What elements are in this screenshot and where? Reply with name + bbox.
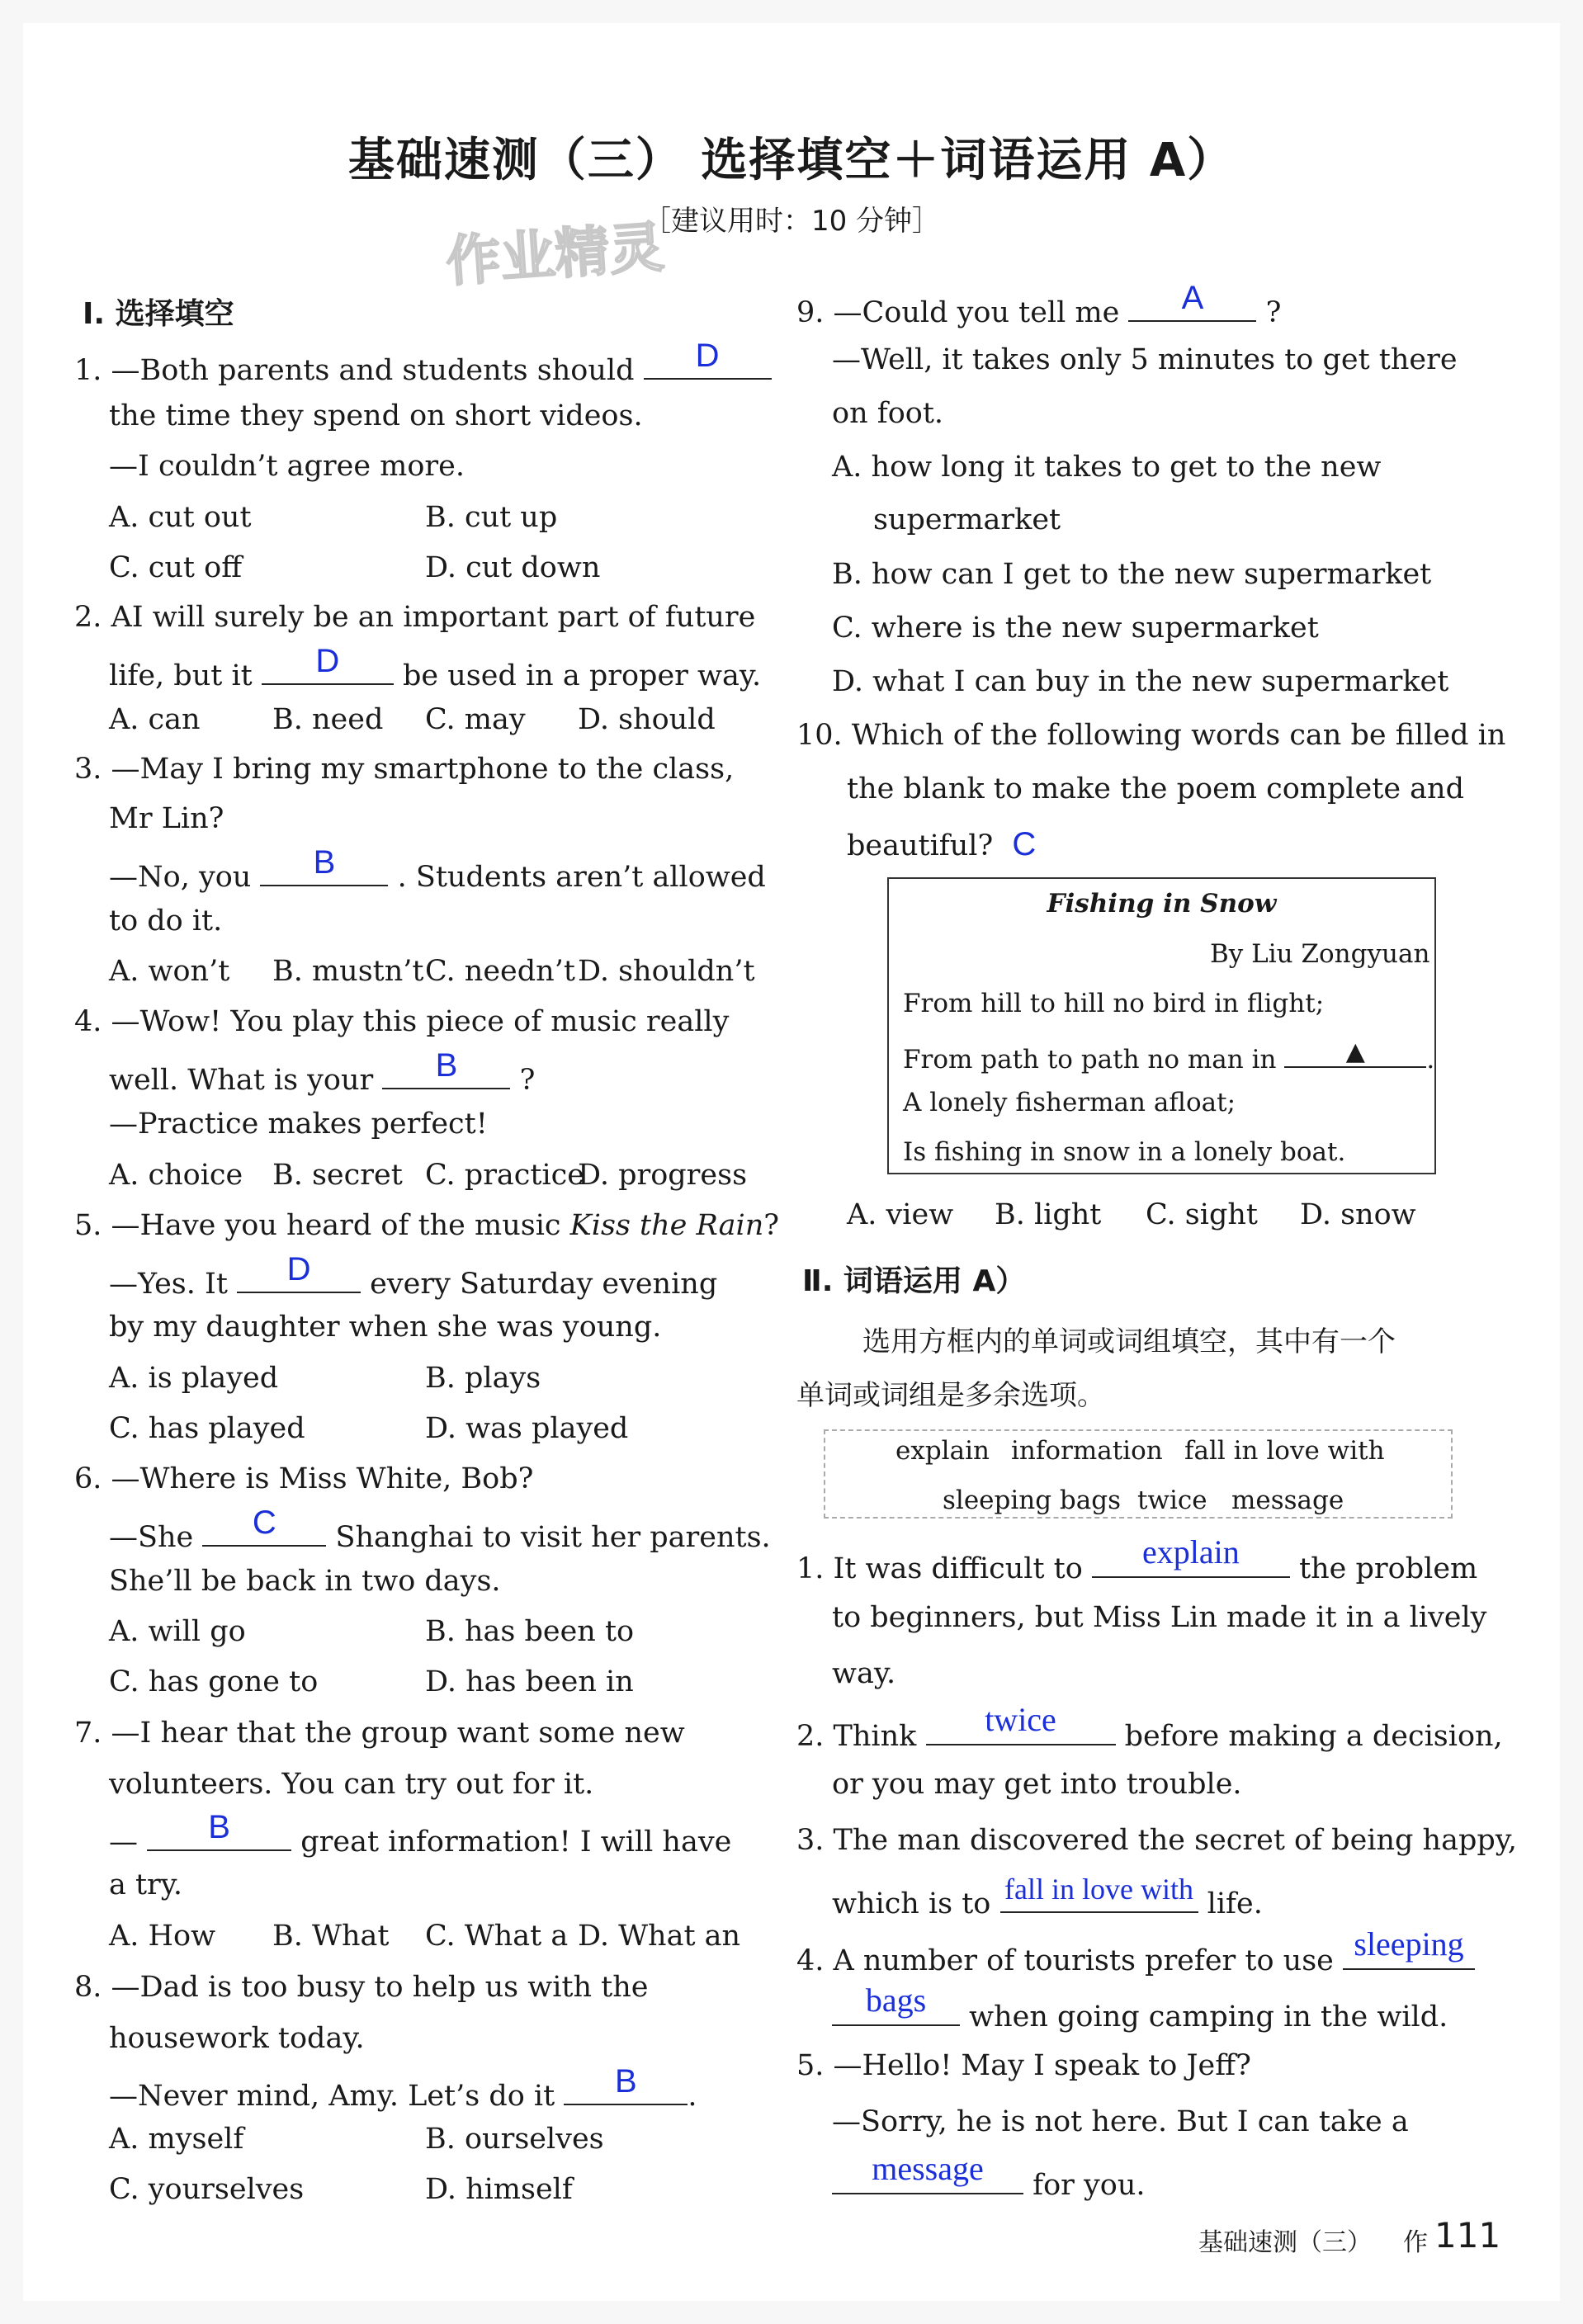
q1-option-b[interactable]: B. cut up bbox=[425, 501, 558, 534]
q7-option-b[interactable]: B. What bbox=[272, 1920, 390, 1953]
s2-q5-line3: message for you. bbox=[832, 2161, 1146, 2202]
section2-instruction-1: 选用方框内的单词或词组填空，其中有一个 bbox=[862, 1325, 1396, 1358]
q5-option-c[interactable]: C. has played bbox=[109, 1412, 305, 1445]
q9-option-a[interactable]: A. how long it takes to get to the new bbox=[832, 451, 1382, 484]
q9-option-d[interactable]: D. what I can buy in the new supermarket bbox=[832, 665, 1449, 698]
q4-option-a[interactable]: A. choice bbox=[109, 1159, 243, 1192]
poem-line3: A lonely fisherman afloat; bbox=[903, 1088, 1236, 1117]
q3-blank[interactable]: B bbox=[260, 853, 388, 886]
q8-blank[interactable]: B bbox=[564, 2072, 688, 2105]
q7-blank[interactable]: B bbox=[147, 1818, 291, 1851]
q4-option-b[interactable]: B. secret bbox=[272, 1159, 403, 1192]
poem-line1: From hill to hill no bird in flight; bbox=[903, 989, 1325, 1018]
q6-line1: 6. —Where is Miss White, Bob? bbox=[74, 1462, 534, 1495]
s2-q2-blank[interactable]: twice bbox=[926, 1712, 1116, 1745]
q3-option-b[interactable]: B. mustn’t bbox=[272, 955, 424, 988]
s2-q3-blank[interactable]: fall in love with bbox=[1000, 1880, 1198, 1913]
s2-q5-blank[interactable]: message bbox=[832, 2161, 1023, 2194]
q10-option-a[interactable]: A. view bbox=[847, 1198, 954, 1231]
q8-option-a[interactable]: A. myself bbox=[109, 2123, 244, 2156]
q3-option-d[interactable]: D. shouldn’t bbox=[578, 955, 755, 988]
poem-title: Fishing in Snow bbox=[1047, 889, 1277, 919]
q10-option-d[interactable]: D. snow bbox=[1300, 1198, 1416, 1231]
q5-line2: —Yes. It D every Saturday evening bbox=[109, 1251, 718, 1301]
q1-line2: the time they spend on short videos. bbox=[109, 399, 643, 432]
q7-option-a[interactable]: A. How bbox=[109, 1920, 216, 1953]
word-bank-item: fall in love with bbox=[1184, 1436, 1385, 1466]
q6-blank[interactable]: C bbox=[202, 1514, 326, 1547]
s2-q3-line1: 3. The man discovered the secret of being happy, bbox=[796, 1824, 1518, 1857]
q4-line2: well. What is your B ? bbox=[109, 1047, 536, 1097]
q6-option-c[interactable]: C. has gone to bbox=[109, 1665, 319, 1698]
q9-line2: —Well, it takes only 5 minutes to get there bbox=[832, 343, 1458, 376]
word-bank-item: explain bbox=[895, 1436, 990, 1466]
footer-zuo: 作 bbox=[1403, 2228, 1428, 2257]
q5-option-d[interactable]: D. was played bbox=[425, 1412, 629, 1445]
s2-q1-line1: 1. It was difficult to explain the problem bbox=[796, 1533, 1478, 1585]
q5-music-title: Kiss the Rain bbox=[569, 1209, 764, 1242]
q10-line1: 10. Which of the following words can be filled in bbox=[796, 719, 1506, 752]
word-bank-item: information bbox=[1011, 1436, 1163, 1466]
q3-line2: Mr Lin? bbox=[109, 802, 224, 835]
s2-q3-line2: which is to fall in love with life. bbox=[832, 1873, 1263, 1920]
q6-line2: —She C Shanghai to visit her parents. bbox=[109, 1504, 771, 1554]
q8-line2: housework today. bbox=[109, 2022, 365, 2055]
s2-q2-line2: or you may get into trouble. bbox=[832, 1768, 1242, 1801]
poem-line4: Is fishing in snow in a lonely boat. bbox=[903, 1137, 1346, 1167]
q2-line1: 2. AI will surely be an important part of future bbox=[74, 601, 756, 634]
q4-line3: —Practice makes perfect! bbox=[109, 1108, 488, 1141]
poem-author: By Liu Zongyuan bbox=[1210, 939, 1430, 969]
s2-q2-line1: 2. Think twice before making a decision, bbox=[796, 1701, 1503, 1753]
q9-line1: 9. —Could you tell me A ? bbox=[796, 280, 1282, 329]
s2-q1-line2: to beginners, but Miss Lin made it in a lively bbox=[832, 1601, 1487, 1634]
word-bank-item: message bbox=[1231, 1486, 1344, 1515]
s2-q4-line1: 4. A number of tourists prefer to use sleeping bbox=[796, 1937, 1475, 1977]
q5-option-a[interactable]: A. is played bbox=[109, 1362, 279, 1395]
q10-line3: beautiful? C bbox=[847, 826, 1037, 862]
q10-answer: C bbox=[1012, 826, 1037, 862]
q10-line2: the blank to make the poem complete and bbox=[847, 772, 1464, 805]
q3-option-a[interactable]: A. won’t bbox=[109, 955, 230, 988]
q6-line3: She’ll be back in two days. bbox=[109, 1565, 501, 1598]
q8-option-d[interactable]: D. himself bbox=[425, 2173, 573, 2206]
q1-line1: 1. —Both parents and students should D bbox=[74, 347, 772, 387]
q10-option-c[interactable]: C. sight bbox=[1146, 1198, 1258, 1231]
word-bank-item: twice bbox=[1137, 1486, 1207, 1515]
s2-q1-line3: way. bbox=[832, 1657, 896, 1690]
q1-option-c[interactable]: C. cut off bbox=[109, 551, 243, 584]
q6-option-a[interactable]: A. will go bbox=[109, 1615, 246, 1648]
q7-option-d[interactable]: D. What an bbox=[578, 1920, 741, 1953]
q4-option-c[interactable]: C. practice bbox=[425, 1159, 584, 1192]
q1-option-d[interactable]: D. cut down bbox=[425, 551, 601, 584]
suggested-time: ［建议用时：10 分钟］ bbox=[642, 205, 941, 238]
footer-label: 基础速测（三） bbox=[1198, 2228, 1372, 2257]
section2-title: Ⅱ. 词语运用 A） bbox=[802, 1264, 1026, 1298]
s2-q4-blank-1[interactable]: sleeping bbox=[1343, 1937, 1475, 1970]
q3-line4: to do it. bbox=[109, 905, 223, 938]
word-bank-item: sleeping bags bbox=[943, 1486, 1122, 1515]
s2-q5-line1: 5. —Hello! May I speak to Jeff? bbox=[796, 2049, 1251, 2082]
q8-line3: —Never mind, Amy. Let’s do it B . bbox=[109, 2063, 697, 2113]
q9-option-c[interactable]: C. where is the new supermarket bbox=[832, 612, 1319, 645]
poem-blank[interactable] bbox=[1284, 1038, 1426, 1068]
poem-line2: From path to path no man in ▲ . bbox=[903, 1037, 1435, 1075]
s2-q1-blank[interactable]: explain bbox=[1092, 1545, 1290, 1578]
q2-option-d[interactable]: D. should bbox=[578, 703, 716, 736]
q5-blank[interactable]: D bbox=[237, 1260, 361, 1293]
q6-option-b[interactable]: B. has been to bbox=[425, 1615, 635, 1648]
q4-option-d[interactable]: D. progress bbox=[578, 1159, 748, 1192]
triangle-icon: ▲ bbox=[1345, 1037, 1365, 1066]
q9-blank[interactable]: A bbox=[1128, 289, 1256, 322]
watermark-logo: 作业精灵 bbox=[444, 215, 666, 295]
q2-option-b[interactable]: B. need bbox=[272, 703, 384, 736]
q10-option-b[interactable]: B. light bbox=[995, 1198, 1102, 1231]
q2-blank[interactable]: D bbox=[262, 652, 394, 685]
q5-line3: by my daughter when she was young. bbox=[109, 1311, 662, 1344]
q7-line1: 7. —I hear that the group want some new bbox=[74, 1717, 685, 1750]
poem-box bbox=[887, 877, 1436, 1174]
s2-q5-line2: —Sorry, he is not here. But I can take a bbox=[832, 2105, 1409, 2138]
q5-line1: 5. —Have you heard of the music Kiss the Rain? bbox=[74, 1209, 779, 1242]
q8-line1: 8. —Dad is too busy to help us with the bbox=[74, 1971, 649, 2004]
q7-line4: a try. bbox=[109, 1868, 183, 1901]
q7-option-c[interactable]: C. What a bbox=[425, 1920, 569, 1953]
q8-option-c[interactable]: C. yourselves bbox=[109, 2173, 305, 2206]
page-title: 基础速测（三） 选择填空＋词语运用 A） bbox=[347, 134, 1236, 187]
q8-option-b[interactable]: B. ourselves bbox=[425, 2123, 604, 2156]
q5-option-b[interactable]: B. plays bbox=[425, 1362, 541, 1395]
q7-line3: — B great information! I will have bbox=[109, 1809, 732, 1859]
q7-line2: volunteers. You can try out for it. bbox=[109, 1768, 594, 1801]
s2-q4-line2: bags when going camping in the wild. bbox=[832, 1993, 1448, 2034]
q9-option-b[interactable]: B. how can I get to the new supermarket bbox=[832, 558, 1432, 591]
q9-line3: on foot. bbox=[832, 397, 944, 430]
q3-option-c[interactable]: C. needn’t bbox=[425, 955, 575, 988]
q2-option-a[interactable]: A. can bbox=[109, 703, 201, 736]
page-number: 111 bbox=[1434, 2215, 1501, 2256]
q1-line3: —I couldn’t agree more. bbox=[109, 450, 465, 483]
q6-option-d[interactable]: D. has been in bbox=[425, 1665, 634, 1698]
s2-q4-blank-2[interactable]: bags bbox=[832, 1993, 960, 2026]
q1-option-a[interactable]: A. cut out bbox=[109, 501, 252, 534]
q4-line1: 4. —Wow! You play this piece of music really bbox=[74, 1005, 730, 1038]
q4-blank[interactable]: B bbox=[382, 1056, 510, 1089]
q3-line1: 3. —May I bring my smartphone to the class, bbox=[74, 753, 735, 786]
q1-blank[interactable]: D bbox=[644, 347, 772, 380]
q2-line2: life, but it D be used in a proper way. bbox=[109, 643, 762, 692]
q3-line3: —No, you B . Students aren’t allowed bbox=[109, 844, 766, 894]
section1-title: Ⅰ. 选择填空 bbox=[83, 297, 234, 331]
section2-instruction-2: 单词或词组是多余选项。 bbox=[796, 1379, 1105, 1412]
q9-option-a-cont: supermarket bbox=[873, 503, 1061, 536]
q2-option-c[interactable]: C. may bbox=[425, 703, 526, 736]
